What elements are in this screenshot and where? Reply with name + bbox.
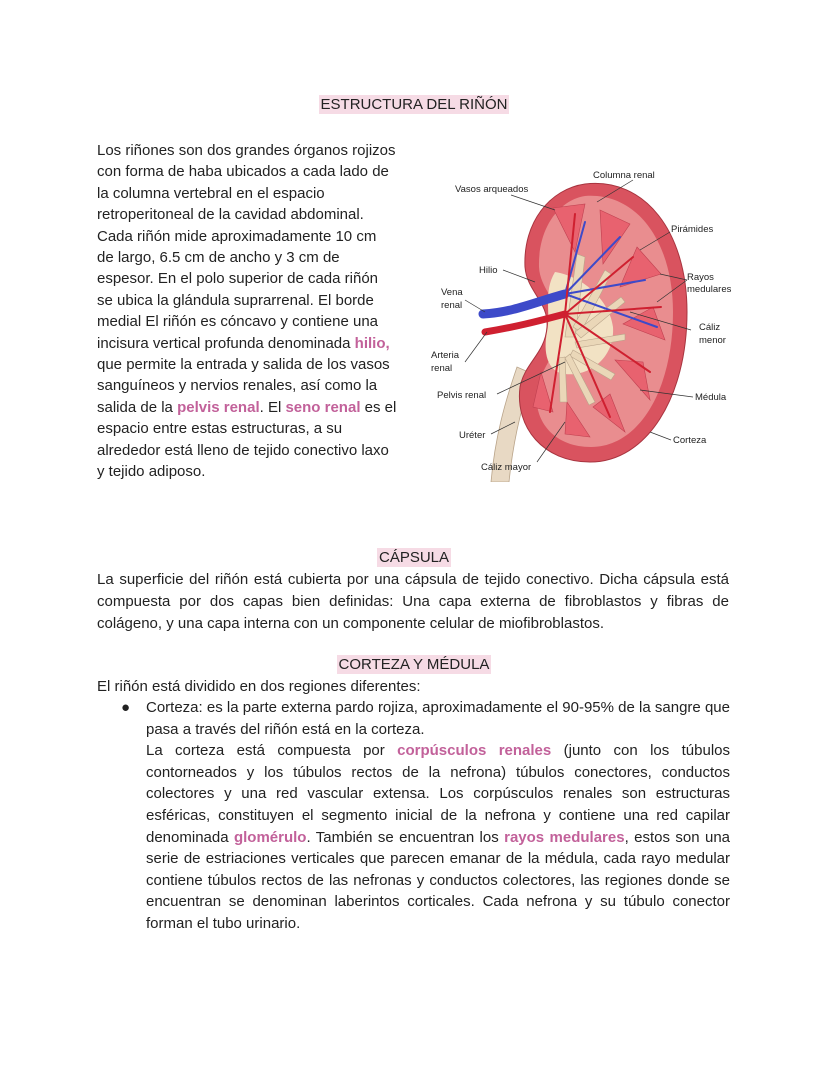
term-seno-renal: seno renal xyxy=(285,398,361,416)
capsula-paragraph: La superficie del riñón está cubierta por una cápsula de tejido conectivo. Dicha cápsula está compuesta por dos capas bien definidas: Una capa externa de fibroblastos y fibras de colágeno, y una capa interna con un componente celular de miofibroblastos. xyxy=(97,571,729,632)
label-vena-2: renal xyxy=(441,300,463,311)
label-hilio: Hilio xyxy=(479,265,498,276)
label-ureter: Uréter xyxy=(459,430,486,441)
corteza-detail: La corteza está compuesta por corpúsculos renales (junto con los túbulos contorneados y los túbulos rectos de la nefrona) túbulos conectores, conductos colectores y una red vascular extensa. Los corpúsculos renales son estructuras esféricas, constituyen el segmento inicial de la nefrona y contiene una red capilar denominada glomérulo. También se encuentran los rayos medulares, estos son una serie de estriaciones verticales que parecen emanar de la médula, cada rayo medular contiene túbulos rectos de las nefronas y conductos colectores, las regiones donde se encuentran se denominan laberintos corticales. Cada nefrona y su túbulo conector forman el tubo urinario. xyxy=(146,742,731,932)
term-hilio: hilio, xyxy=(354,334,390,352)
label-caliz-menor-1: Cáliz xyxy=(699,322,721,333)
kidney-diagram xyxy=(425,162,745,482)
term-pelvis-renal: pelvis renal xyxy=(177,398,260,416)
term-rayos-medulares: rayos medulares xyxy=(504,828,625,846)
bullet-line: Corteza: es la parte externa pardo rojiza, aproximadamente el 90-95% de la sangre que pasa a través del riñón está en la corteza. xyxy=(146,699,730,738)
label-arteria-1: Arteria xyxy=(431,350,459,361)
corteza-bullet xyxy=(146,697,730,935)
label-corteza: Corteza xyxy=(673,435,707,446)
term-corpusculos: corpúsculos renales xyxy=(397,742,552,760)
bullet-icon: ● xyxy=(121,699,131,716)
label-medula: Médula xyxy=(695,392,727,403)
label-vena-1: Vena xyxy=(441,287,463,298)
page-title: ESTRUCTURA DEL RIÑÓN xyxy=(320,96,508,113)
label-caliz-menor-2: menor xyxy=(699,335,726,346)
label-vasos-arqueados: Vasos arqueados xyxy=(455,184,529,195)
label-pelvis-renal: Pelvis renal xyxy=(437,390,487,401)
corteza-heading: CORTEZA Y MÉDULA xyxy=(338,656,490,673)
label-caliz-mayor: Cáliz mayor xyxy=(481,462,532,473)
label-rayos-2: medulares xyxy=(687,284,732,295)
term-glomerulo: glomérulo xyxy=(233,828,307,846)
corteza-lead: El riñón está dividido en dos regiones diferentes: xyxy=(97,678,421,695)
label-rayos-1: Rayos xyxy=(687,272,714,283)
label-piramides: Pirámides xyxy=(671,224,714,235)
label-arteria-2: renal xyxy=(431,363,453,374)
capsula-heading: CÁPSULA xyxy=(378,549,450,566)
label-columna-renal: Columna renal xyxy=(593,170,655,181)
intro-paragraph: Los riñones son dos grandes órganos rojizos con forma de haba ubicados a cada lado de la columna vertebral en el espacio retroperitoneal de la cavidad abdominal. Cada riñón mide aproximadamente 10 cm de largo, 6.5 cm de ancho y 3 cm de espesor. En el polo superior de cada riñón se ubica la glándula suprarrenal. El borde medial El riñón es cóncavo y contiene una incisura vertical profunda denominada hilio, que permite la entrada y salida de los vasos sanguíneos y nervios renales, así como la salida de la pelvis renal. El seno renal es el espacio entre estas estructuras, a su alrededor está lleno de tejido conectivo laxo y tejido adiposo. xyxy=(97,142,397,481)
